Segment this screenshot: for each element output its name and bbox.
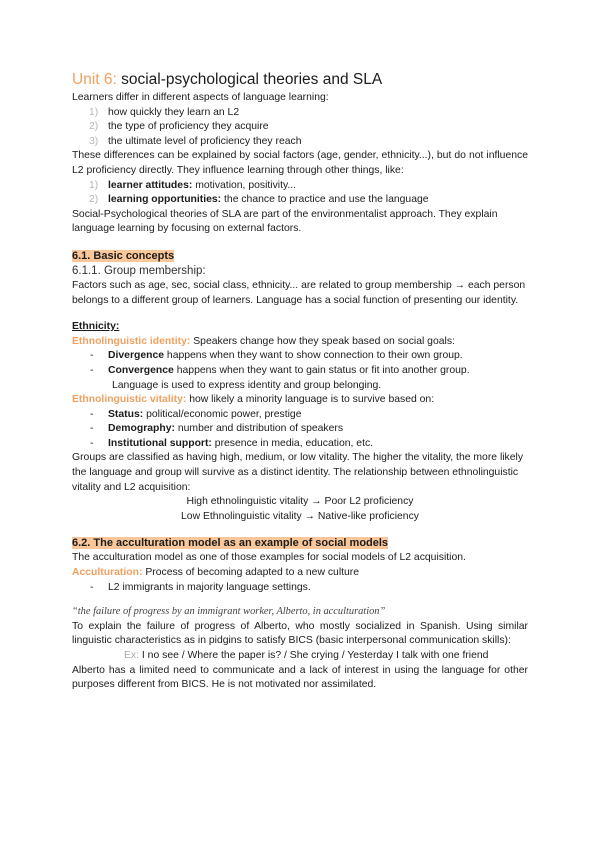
- list-item: - L2 immigrants in majority language settings.: [90, 581, 311, 593]
- identity-note: Language is used to express identity and group belonging.: [112, 379, 382, 391]
- intro-list: [72, 106, 528, 150]
- vitality-list: [72, 408, 528, 452]
- list-item: - Divergence happens when they want to show connection to their own group.: [90, 350, 463, 362]
- identity-line: Ethnolinguistic identity: Speakers change how they speak based on social goals:: [72, 335, 455, 347]
- group-membership-paragraph: Factors such as age, sec, social class, ethnicity... are related to group membership → each person belongs to a different group of learners. Language has a social function of presenting our identity.: [72, 279, 526, 306]
- list-item: 2) the type of proficiency they acquire: [89, 121, 269, 133]
- list-item: 1) how quickly they learn an L2: [89, 106, 240, 118]
- unit-label: Unit 6:: [72, 71, 117, 88]
- page-title: [72, 70, 528, 90]
- list-item: 1) learner attitudes: motivation, positivity...: [89, 179, 297, 191]
- vitality-paragraph: Groups are classified as having high, medium, or low vitality. The higher the vitality, the more likely the language and group will survive as a distinct identity. The relationship between ethnolinguistic vitality and L2 acquisition:: [72, 452, 524, 493]
- ethnicity-heading: Ethnicity:: [72, 321, 120, 333]
- section-heading-acculturation: 6.2. The acculturation model as an example of social models: [72, 537, 389, 550]
- title-text: social-psychological theories and SLA: [116, 71, 383, 88]
- list-item: - Convergence happens when they want to gain status or fit into another group.: [90, 364, 470, 376]
- acculturation-paragraph: The acculturation model as one of those examples for social models of L2 acquisition.: [72, 552, 466, 564]
- factors-list: [72, 179, 528, 208]
- section-heading-basic-concepts: 6.1. Basic concepts: [72, 249, 175, 262]
- document-page: [72, 70, 528, 693]
- intro-paragraph-2: Social-Psychological theories of SLA are part of the environmentalist approach. They explain language learning by focusing on external factors.: [72, 208, 498, 235]
- alberto-paragraph: To explain the failure of progress of Alberto, who mostly socialized in Spanish. Using similar linguistic characteristics as in pidgins to satisfy BICS (basic interpersonal communication skills):: [72, 620, 528, 647]
- case-quote: “the failure of progress by an immigrant worker, Alberto, in acculturation”: [72, 606, 386, 618]
- intro-paragraph: These differences can be explained by social factors (age, gender, ethnicity...), but do not influence L2 proficiency directly. They influence learning through other things, like:: [72, 150, 528, 176]
- subheading-group-membership: 6.1.1. Group membership:: [72, 264, 206, 277]
- list-item: - Demography: number and distribution of speakers: [90, 423, 344, 435]
- example-line: Ex: I no see / Where the paper is? / She crying / Yesterday I talk with one friend: [124, 650, 489, 661]
- identity-list: [72, 349, 528, 378]
- list-item: - Status: political/economic power, prestige: [90, 408, 302, 420]
- intro-line: Learners differ in different aspects of language learning:: [72, 92, 329, 103]
- acculturation-definition: Acculturation: Process of becoming adapted to a new culture: [72, 567, 360, 579]
- vitality-line: Ethnolinguistic vitality: how likely a minority language is to survive based on:: [72, 394, 435, 406]
- list-item: - Institutional support: presence in media, education, etc.: [90, 437, 374, 449]
- relationship-low: Low Ethnolinguistic vitality → Native-like proficiency: [181, 510, 419, 522]
- acculturation-list: [72, 581, 528, 596]
- list-item: 2) learning opportunities: the chance to practice and use the language: [89, 194, 429, 206]
- list-item: 3) the ultimate level of proficiency they reach: [89, 135, 302, 147]
- relationship-high: High ethnolinguistic vitality → Poor L2 proficiency: [186, 496, 414, 508]
- alberto-conclusion: Alberto has a limited need to communicate and a lack of interest in using the language for other purposes different from BICS. He is not motivated nor assimilated.: [72, 664, 528, 691]
